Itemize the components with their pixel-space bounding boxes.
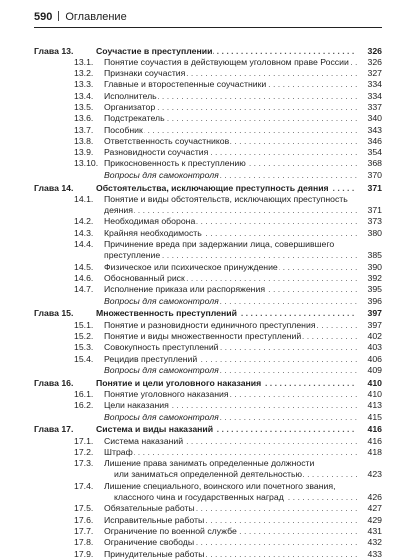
toc-entry-number: 15.4. bbox=[74, 353, 94, 364]
toc-entry-title-wrap bbox=[104, 68, 357, 79]
toc-entry-title-wrap bbox=[104, 170, 357, 181]
toc-questions-entry[interactable] bbox=[34, 170, 382, 181]
toc-entry-title-wrap bbox=[104, 273, 357, 284]
toc-entry-number: 17.9. bbox=[74, 548, 94, 559]
toc-entry-number: 14.7. bbox=[74, 284, 94, 295]
toc-entry-number: 13.3. bbox=[74, 79, 94, 90]
toc-entry-page: 397 bbox=[367, 308, 382, 319]
toc-entry-number: 16.1. bbox=[74, 388, 94, 399]
toc-entry-title-wrap bbox=[104, 320, 357, 331]
toc-entry[interactable] bbox=[34, 284, 382, 295]
toc-entry-page: 370 bbox=[367, 169, 382, 180]
toc-entry-title: Совокупность преступлений bbox=[104, 342, 219, 353]
toc-entry[interactable] bbox=[34, 342, 382, 353]
toc-entry-title: Пособник bbox=[104, 124, 143, 135]
toc-entry-title-wrap bbox=[104, 194, 357, 205]
toc-entry[interactable] bbox=[34, 447, 382, 458]
toc-entry-page: 403 bbox=[367, 342, 382, 353]
toc-entry-number: 14.6. bbox=[74, 272, 94, 283]
toc-entry-title: Понятие и виды обстоятельств, исключающих преступность bbox=[104, 193, 348, 204]
toc-entry-page: 397 bbox=[367, 319, 382, 330]
toc-entry[interactable] bbox=[34, 400, 382, 411]
toc-entry-title: Ограничение по военной службе bbox=[104, 525, 237, 536]
toc-entry-title: Обязательные работы bbox=[104, 503, 195, 514]
toc-entry[interactable] bbox=[34, 102, 382, 113]
toc-entry-page: 431 bbox=[367, 525, 382, 536]
toc-entry-title-wrap bbox=[104, 537, 357, 548]
toc-entry[interactable] bbox=[34, 250, 382, 261]
toc-entry-page: 354 bbox=[367, 147, 382, 158]
toc-entry[interactable] bbox=[34, 537, 382, 548]
toc-entry[interactable] bbox=[34, 492, 382, 503]
toc-entry-title-wrap bbox=[104, 481, 357, 492]
toc-entry-page: 340 bbox=[367, 113, 382, 124]
toc-entry-title: Обоснованный риск bbox=[104, 272, 185, 283]
toc-entry-title-wrap bbox=[104, 447, 357, 458]
toc-entry[interactable] bbox=[34, 549, 382, 560]
toc-entry-number: 13.7. bbox=[74, 124, 94, 135]
toc-entry-page: 346 bbox=[367, 135, 382, 146]
toc-entry-number: 17.3. bbox=[74, 458, 94, 469]
toc-entry-number: Глава 13. bbox=[34, 45, 74, 56]
toc-entry[interactable] bbox=[34, 354, 382, 365]
toc-entry-page: 416 bbox=[367, 435, 382, 446]
toc-entry-title-wrap bbox=[104, 57, 357, 68]
toc-entry[interactable] bbox=[34, 228, 382, 239]
toc-entry[interactable] bbox=[34, 136, 382, 147]
toc-entry[interactable] bbox=[34, 79, 382, 90]
toc-entry-title: Рецидив преступлений bbox=[104, 353, 198, 364]
toc-questions-entry[interactable] bbox=[34, 412, 382, 423]
toc-entry[interactable] bbox=[34, 526, 382, 537]
toc-entry-title-wrap bbox=[104, 503, 357, 514]
toc-entry[interactable] bbox=[34, 389, 382, 400]
toc-entry-page: 326 bbox=[367, 56, 382, 67]
toc-entry-page: 390 bbox=[367, 261, 382, 272]
toc-entry[interactable] bbox=[34, 273, 382, 284]
toc-entry[interactable] bbox=[34, 113, 382, 124]
toc-entry-number: 13.1. bbox=[74, 56, 94, 67]
toc-entry-number: 13.10. bbox=[74, 158, 99, 169]
toc-entry[interactable] bbox=[34, 515, 382, 526]
toc-entry-title: Исправительные работы bbox=[104, 514, 205, 525]
toc-entry-page: 423 bbox=[367, 469, 382, 480]
toc-entry-number: 13.2. bbox=[74, 68, 94, 79]
toc-entry-number: Глава 15. bbox=[34, 308, 74, 319]
toc-entry-title: или заниматься определенной деятельностью bbox=[114, 469, 303, 480]
toc-entry-title-wrap bbox=[104, 436, 357, 447]
toc-entry-page: 337 bbox=[367, 101, 382, 112]
toc-entry-title: Признаки соучастия bbox=[104, 68, 186, 79]
toc-entry[interactable] bbox=[34, 125, 382, 136]
toc-entry-number: 13.8. bbox=[74, 135, 94, 146]
toc-entry[interactable] bbox=[34, 503, 382, 514]
toc-entry-title: Вопросы для самоконтроля bbox=[104, 295, 219, 306]
toc-entry-page: 402 bbox=[367, 330, 382, 341]
toc-entry-title-wrap bbox=[104, 354, 357, 365]
header-separator bbox=[58, 11, 59, 21]
toc-entry-page: 392 bbox=[367, 272, 382, 283]
toc-entry[interactable] bbox=[34, 147, 382, 158]
toc-entry-number: Глава 14. bbox=[34, 182, 74, 193]
toc-entry-number: 14.1. bbox=[74, 193, 94, 204]
toc-entry-title: Физическое или психическое принуждение bbox=[104, 261, 278, 272]
toc-entry-number: 17.4. bbox=[74, 480, 94, 491]
toc-entry-title-wrap bbox=[104, 296, 357, 307]
toc-entry[interactable] bbox=[34, 481, 382, 492]
toc-entry-title-wrap bbox=[104, 342, 357, 353]
toc-entry[interactable] bbox=[34, 158, 382, 169]
toc-entry-page: 396 bbox=[367, 295, 382, 306]
toc-entry[interactable] bbox=[34, 436, 382, 447]
toc-entry-title: Понятие уголовного наказания bbox=[104, 388, 229, 399]
toc-entry-title: Цели наказания bbox=[104, 400, 169, 411]
toc-entry-title-wrap bbox=[104, 102, 357, 113]
toc-entry-page: 416 bbox=[367, 424, 382, 435]
toc-entry-page: 385 bbox=[367, 250, 382, 261]
toc-entry-page: 371 bbox=[367, 182, 382, 193]
toc-entry-title-wrap bbox=[96, 46, 357, 57]
toc-entry-title-wrap bbox=[104, 365, 357, 376]
toc-chapter-entry[interactable] bbox=[34, 46, 382, 57]
toc-entry-title: Главные и второстепенные соучастники bbox=[104, 79, 267, 90]
toc-entry-page: 415 bbox=[367, 411, 382, 422]
toc-entry-page: 326 bbox=[367, 45, 382, 56]
toc-entry-title-wrap bbox=[104, 216, 357, 227]
toc-entry-number: 14.2. bbox=[74, 216, 94, 227]
toc-entry-title: Организатор bbox=[104, 101, 156, 112]
toc-entry-title: Вопросы для самоконтроля bbox=[104, 411, 219, 422]
toc-entry[interactable] bbox=[34, 57, 382, 68]
toc-entry[interactable] bbox=[34, 458, 382, 469]
toc-entry-title-wrap bbox=[104, 458, 357, 469]
toc-entry-number: 13.4. bbox=[74, 90, 94, 101]
toc-entry-title-wrap bbox=[104, 262, 357, 273]
toc-entry-title-wrap bbox=[104, 239, 357, 250]
toc-entry-number: 17.2. bbox=[74, 446, 94, 457]
toc-entry[interactable] bbox=[34, 91, 382, 102]
toc-entry-number: 17.7. bbox=[74, 525, 94, 536]
toc-entry-title: Принудительные работы bbox=[104, 548, 205, 559]
toc-entry-number: 13.9. bbox=[74, 147, 94, 158]
toc-entry[interactable] bbox=[34, 68, 382, 79]
toc-entry-title-wrap bbox=[104, 113, 357, 124]
toc-entry-page: 368 bbox=[367, 158, 382, 169]
toc-entry-title-wrap bbox=[104, 147, 357, 158]
toc-entry-title: Необходимая оборона bbox=[104, 216, 196, 227]
toc-entry-title: преступление bbox=[104, 250, 161, 261]
toc-entry-title-wrap bbox=[104, 125, 357, 136]
toc-entry-page: 371 bbox=[367, 205, 382, 216]
toc-entry-page: 410 bbox=[367, 377, 382, 388]
toc-entry-number: 15.2. bbox=[74, 330, 94, 341]
toc-entry-title: Система наказаний bbox=[104, 435, 184, 446]
toc-entry-number: 17.8. bbox=[74, 537, 94, 548]
toc-entry-title: Ограничение свободы bbox=[104, 537, 195, 548]
toc-entry-title-wrap bbox=[114, 492, 357, 503]
toc-entry-page: 409 bbox=[367, 364, 382, 375]
toc-entry[interactable] bbox=[34, 216, 382, 227]
toc-entry-number: 17.5. bbox=[74, 503, 94, 514]
header-rule bbox=[34, 27, 382, 28]
toc-entry-number: 15.1. bbox=[74, 319, 94, 330]
toc-entry-title: Вопросы для самоконтроля bbox=[104, 169, 219, 180]
page-number: 590 bbox=[34, 11, 53, 23]
running-header bbox=[34, 10, 382, 24]
toc-entry-title-wrap bbox=[104, 136, 357, 147]
toc-entry-title: Ответственность соучастников bbox=[104, 135, 230, 146]
toc-entry-title: Множественность преступлений bbox=[96, 308, 237, 319]
toc-entry-title: Подстрекатель bbox=[104, 113, 165, 124]
toc-entry-page: 429 bbox=[367, 514, 382, 525]
toc-entry-number: 17.1. bbox=[74, 435, 94, 446]
toc-entry-title: Исполнение приказа или распоряжения bbox=[104, 284, 266, 295]
toc-entry-title-wrap bbox=[96, 378, 357, 389]
toc-entry[interactable] bbox=[34, 194, 382, 205]
toc-entry-title-wrap bbox=[104, 389, 357, 400]
toc-entry[interactable] bbox=[34, 469, 382, 480]
toc-entry-title-wrap bbox=[114, 469, 357, 480]
toc-entry-title: Исполнитель bbox=[104, 90, 157, 101]
toc-entry-title: Понятие соучастия в действующем уголовном праве России bbox=[104, 56, 349, 67]
toc-entry-page: 426 bbox=[367, 492, 382, 503]
toc-entry-number: 13.5. bbox=[74, 101, 94, 112]
toc-chapter-entry[interactable] bbox=[34, 424, 382, 435]
toc-entry-number: 13.6. bbox=[74, 113, 94, 124]
toc-entry-title: Причинение вреда при задержании лица, совершившего bbox=[104, 239, 335, 250]
toc-entry-title-wrap bbox=[104, 400, 357, 411]
toc-entry-title: Понятие и цели уголовного наказания bbox=[96, 377, 262, 388]
table-of-contents bbox=[34, 44, 382, 560]
header-title: Оглавление bbox=[65, 11, 127, 23]
toc-entry-number: Глава 17. bbox=[34, 424, 74, 435]
toc-entry-title: Обстоятельства, исключающие преступность деяния bbox=[96, 182, 329, 193]
toc-entry-title: Разновидности соучастия bbox=[104, 147, 209, 158]
toc-entry-title: Штраф bbox=[104, 446, 133, 457]
toc-entry-title-wrap bbox=[104, 250, 357, 261]
toc-entry-number: Глава 16. bbox=[34, 377, 74, 388]
toc-entry[interactable] bbox=[34, 239, 382, 250]
toc-entry-page: 327 bbox=[367, 68, 382, 79]
toc-entry-title-wrap bbox=[104, 331, 357, 342]
toc-entry-title: Понятие и виды множественности преступлений bbox=[104, 330, 302, 341]
toc-entry-title: Система и виды наказаний bbox=[96, 424, 214, 435]
toc-entry[interactable] bbox=[34, 331, 382, 342]
toc-entry-title: Соучастие в преступлении bbox=[96, 45, 213, 56]
toc-entry-page: 343 bbox=[367, 124, 382, 135]
toc-entry-page: 380 bbox=[367, 227, 382, 238]
toc-entry-number: 15.3. bbox=[74, 342, 94, 353]
toc-entry-page: 334 bbox=[367, 79, 382, 90]
toc-entry-page: 395 bbox=[367, 284, 382, 295]
toc-entry-title-wrap bbox=[104, 158, 357, 169]
toc-chapter-entry[interactable] bbox=[34, 183, 382, 194]
toc-entry-page: 427 bbox=[367, 503, 382, 514]
toc-entry-title-wrap bbox=[104, 205, 357, 216]
toc-entry-title-wrap bbox=[104, 79, 357, 90]
toc-entry[interactable] bbox=[34, 262, 382, 273]
toc-entry-number: 14.4. bbox=[74, 239, 94, 250]
toc-entry-title-wrap bbox=[96, 424, 357, 435]
toc-entry-title-wrap bbox=[104, 526, 357, 537]
toc-entry-number: 17.6. bbox=[74, 514, 94, 525]
toc-entry-page: 413 bbox=[367, 400, 382, 411]
toc-entry[interactable] bbox=[34, 205, 382, 216]
toc-entry-title: Понятие и разновидности единичного преступления bbox=[104, 319, 316, 330]
toc-entry-title: классного чина и государственных наград bbox=[114, 492, 284, 503]
toc-entry-title: Лишение права занимать определенные должности bbox=[104, 458, 315, 469]
toc-entry-page: 433 bbox=[367, 548, 382, 559]
toc-entry-title: Крайняя необходимость bbox=[104, 227, 202, 238]
toc-entry[interactable] bbox=[34, 320, 382, 331]
toc-entry-title: деяния bbox=[104, 205, 133, 216]
toc-entry-page: 373 bbox=[367, 216, 382, 227]
toc-questions-entry[interactable] bbox=[34, 365, 382, 376]
toc-entry-page: 410 bbox=[367, 388, 382, 399]
toc-entry-title-wrap bbox=[96, 308, 357, 319]
toc-entry-page: 334 bbox=[367, 90, 382, 101]
toc-entry-title-wrap bbox=[96, 183, 357, 194]
toc-entry-title-wrap bbox=[104, 91, 357, 102]
toc-entry-page: 418 bbox=[367, 446, 382, 457]
toc-entry-page: 406 bbox=[367, 353, 382, 364]
toc-entry-title: Прикосновенность к преступлению bbox=[104, 158, 246, 169]
toc-chapter-entry[interactable] bbox=[34, 308, 382, 319]
toc-entry-title-wrap bbox=[104, 412, 357, 423]
toc-entry-number: 14.3. bbox=[74, 227, 94, 238]
toc-chapter-entry[interactable] bbox=[34, 378, 382, 389]
toc-entry-title-wrap bbox=[104, 549, 357, 560]
toc-entry-number: 16.2. bbox=[74, 400, 94, 411]
toc-entry-number: 14.5. bbox=[74, 261, 94, 272]
toc-entry-page: 432 bbox=[367, 537, 382, 548]
toc-entry-title-wrap bbox=[104, 515, 357, 526]
toc-entry-title: Лишение специального, воинского или почетного звания, bbox=[104, 480, 336, 491]
toc-entry-title: Вопросы для самоконтроля bbox=[104, 364, 219, 375]
toc-entry-title-wrap bbox=[104, 228, 357, 239]
toc-questions-entry[interactable] bbox=[34, 296, 382, 307]
toc-entry-title-wrap bbox=[104, 284, 357, 295]
